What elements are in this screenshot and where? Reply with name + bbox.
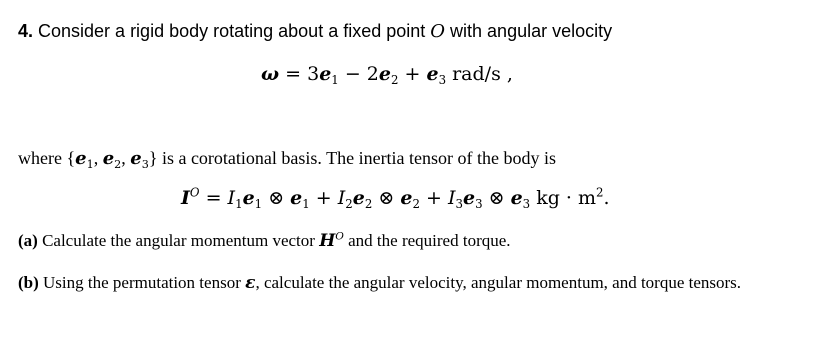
inertia-units: kg · m xyxy=(530,187,597,209)
inertia-basis-e2-left-index: 2 xyxy=(364,197,373,212)
inertia-basis-e2-right: e xyxy=(400,187,413,209)
inertia-basis-e2-right-index: 2 xyxy=(412,197,420,212)
inertia-coefficient-2: I xyxy=(337,187,346,209)
part-b-text: Using the permutation tensor xyxy=(38,273,246,292)
basis-e3: e xyxy=(130,148,142,169)
part-a-label: (a) xyxy=(18,231,38,250)
basis-index-1: 1 xyxy=(331,73,339,88)
problem-statement-line xyxy=(18,21,612,42)
inertia-units-end: . xyxy=(603,187,610,209)
inertia-coefficient-1: I xyxy=(227,187,236,209)
omega-minus-term: − 2 xyxy=(338,63,379,85)
inertia-basis-e1-right-index: 1 xyxy=(302,197,310,212)
fixed-point-symbol: O xyxy=(430,21,446,42)
basis-index-2: 2 xyxy=(390,73,399,88)
part-b-end: , calculate the angular velocity, angular momentum, and torque tensors. xyxy=(255,273,742,292)
basis-e1: e xyxy=(75,148,87,169)
inertia-basis-e1-right: e xyxy=(290,187,303,209)
inertia-coefficient-3-index: 3 xyxy=(455,197,463,212)
omega-equals-coefficient: = 3 xyxy=(279,63,320,85)
basis-statement-line xyxy=(18,148,556,169)
omega-plus-term: + xyxy=(398,63,427,85)
inertia-plus-2: + xyxy=(419,187,448,209)
inertia-tensor-superscript: O xyxy=(189,185,200,200)
inertia-tensor-equation xyxy=(181,185,610,212)
permutation-tensor-symbol: ε xyxy=(245,273,256,293)
basis-tail-text: } is a corotational basis. The inertia tensor of the body is xyxy=(148,148,557,168)
part-b-line xyxy=(18,273,741,293)
inertia-basis-e3-right: e xyxy=(510,187,523,209)
angular-velocity-equation xyxy=(261,63,513,88)
basis-e1-index: 1 xyxy=(86,157,94,171)
part-a-end: and the required torque. xyxy=(343,231,511,250)
part-b-label: (b) xyxy=(18,273,39,292)
omega-units: rad/s , xyxy=(446,63,513,85)
inertia-basis-e3-right-index: 3 xyxy=(522,197,531,212)
inertia-tensor-symbol: I xyxy=(181,187,190,209)
basis-vector-e2: e xyxy=(378,63,391,85)
tensor-product-3: ⊗ xyxy=(482,187,511,209)
inertia-units-exponent: 2 xyxy=(596,185,604,200)
inertia-coefficient-1-index: 1 xyxy=(235,197,243,212)
basis-lead-text: where { xyxy=(18,148,76,168)
basis-vector-e1: e xyxy=(319,63,332,85)
angular-momentum-symbol: H xyxy=(319,231,336,251)
omega-symbol: ω xyxy=(261,63,280,85)
inertia-basis-e1-left: e xyxy=(242,187,255,209)
problem-intro-text: Consider a rigid body rotating about a fixed point xyxy=(33,21,431,41)
inertia-coefficient-3: I xyxy=(447,187,456,209)
tensor-product-1: ⊗ xyxy=(262,187,291,209)
part-a-line xyxy=(18,231,511,251)
tensor-product-2: ⊗ xyxy=(372,187,401,209)
inertia-plus-1: + xyxy=(309,187,338,209)
problem-number: 4. xyxy=(18,21,34,41)
basis-index-3: 3 xyxy=(438,73,447,88)
problem-intro-end: with angular velocity xyxy=(445,21,613,41)
basis-comma-1: , xyxy=(93,148,103,168)
basis-vector-e3: e xyxy=(426,63,439,85)
angular-momentum-superscript: O xyxy=(335,230,344,243)
basis-e3-index: 3 xyxy=(141,157,149,171)
basis-e2-index: 2 xyxy=(114,157,122,171)
basis-comma-2: , xyxy=(121,148,131,168)
part-a-text: Calculate the angular momentum vector xyxy=(37,231,320,250)
inertia-equals: = xyxy=(199,187,228,209)
inertia-basis-e2-left: e xyxy=(352,187,365,209)
inertia-basis-e1-left-index: 1 xyxy=(254,197,263,212)
inertia-basis-e3-left: e xyxy=(462,187,476,209)
inertia-basis-e3-left-index: 3 xyxy=(475,197,483,212)
basis-e2: e xyxy=(102,148,115,169)
inertia-coefficient-2-index: 2 xyxy=(345,197,353,212)
